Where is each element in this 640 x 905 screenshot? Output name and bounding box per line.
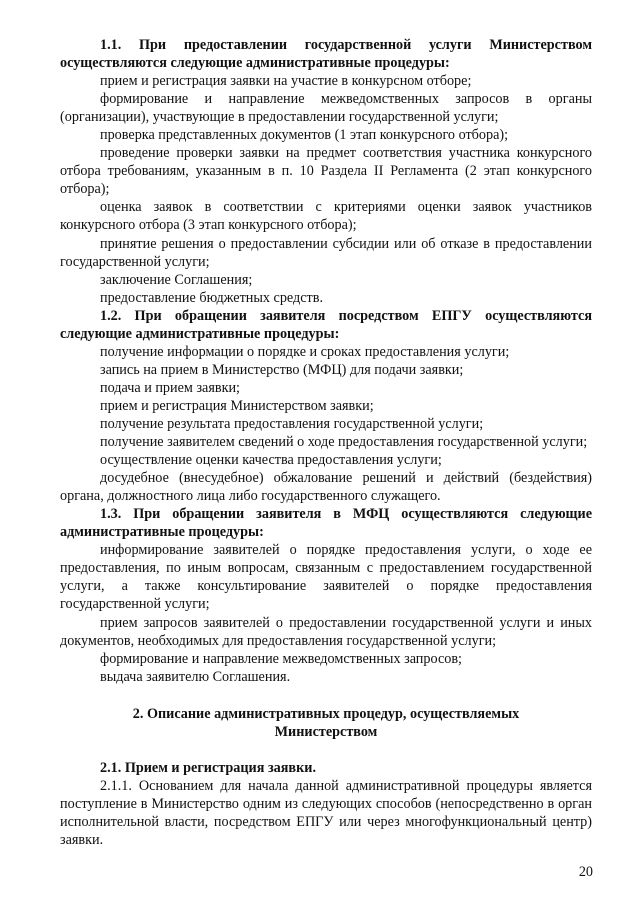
list-item: досудебное (внесудебное) обжалование решений и действий (бездействия) органа, должностного лица либо государственного служащего. [60,470,592,505]
list-item: прием и регистрация заявки на участие в конкурсном отборе; [100,73,472,90]
page-number: 20 [578,864,593,880]
list-item: получение заявителем сведений о ходе предоставления государственной услуги; [100,434,588,451]
list-item: проведение проверки заявки на предмет соответствия участника конкурсного отбора требованиям, указанным в п. 10 Раздела II Регламента (2 этап конкурсного отбора); [60,145,592,198]
list-item: прием и регистрация Министерством заявки; [100,397,374,414]
section-1-1-heading: 1.1. При предоставлении государственной услуги Министерством осуществляются следующие административные процедуры: [60,37,592,72]
list-item: запись на прием в Министерство (МФЦ) для подачи заявки; [100,361,464,378]
list-item: предоставление бюджетных средств. [100,289,324,306]
list-item: формирование и направление межведомственных запросов в органы (организации), участвующие в предоставлении государственной услуги; [60,91,592,126]
list-item: получение информации о порядке и сроках предоставления услуги; [100,343,510,360]
page-content [60,36,592,849]
list-item: получение результата предоставления государственной услуги; [100,415,484,432]
list-item: заключение Соглашения; [100,271,253,288]
list-item: осуществление оценки качества предоставления услуги; [100,452,442,469]
list-item: оценка заявок в соответствии с критериями оценки заявок участников конкурсного отбора (3 этап конкурсного отбора); [60,199,592,234]
list-item: проверка представленных документов (1 этап конкурсного отбора); [100,127,509,144]
list-item: подача и прием заявки; [100,379,240,396]
list-item: информирование заявителей о порядке предоставления услуги, о ходе ее предоставления, по иным вопросам, связанным с предоставлением государственной услуги, а также консультирование заявителей о порядке предоставления государственной услуги; [60,542,592,613]
list-item: принятие решения о предоставлении субсидии или об отказе в предоставлении государственной услуги; [60,235,592,270]
section-1-2-heading: 1.2. При обращении заявителя посредством ЕПГУ осуществляются следующие административные процедуры: [60,307,592,342]
list-item: прием запросов заявителей о предоставлении государственной услуги и иных документов, необходимых для предоставления государственной услуги; [60,614,592,649]
section-2-1-heading: 2.1. Прием и регистрация заявки. [100,759,316,776]
spacer [60,686,592,705]
list-item: формирование и направление межведомственных запросов; [100,650,462,667]
section-1-3-heading: 1.3. При обращении заявителя в МФЦ осуществляются следующие административные процедуры: [60,506,592,541]
section-2-1-1-paragraph: 2.1.1. Основанием для начала данной административной процедуры является поступление в Министерство одним из следующих способов (непосредственно в орган исполнительной власти, посредством ЕПГУ или через многофункциональный центр) заявки. [60,777,592,848]
section-2-title: 2. Описание административных процедур, осуществляемых Министерством [132,705,520,740]
list-item: выдача заявителю Соглашения. [100,668,291,685]
spacer [60,741,592,759]
